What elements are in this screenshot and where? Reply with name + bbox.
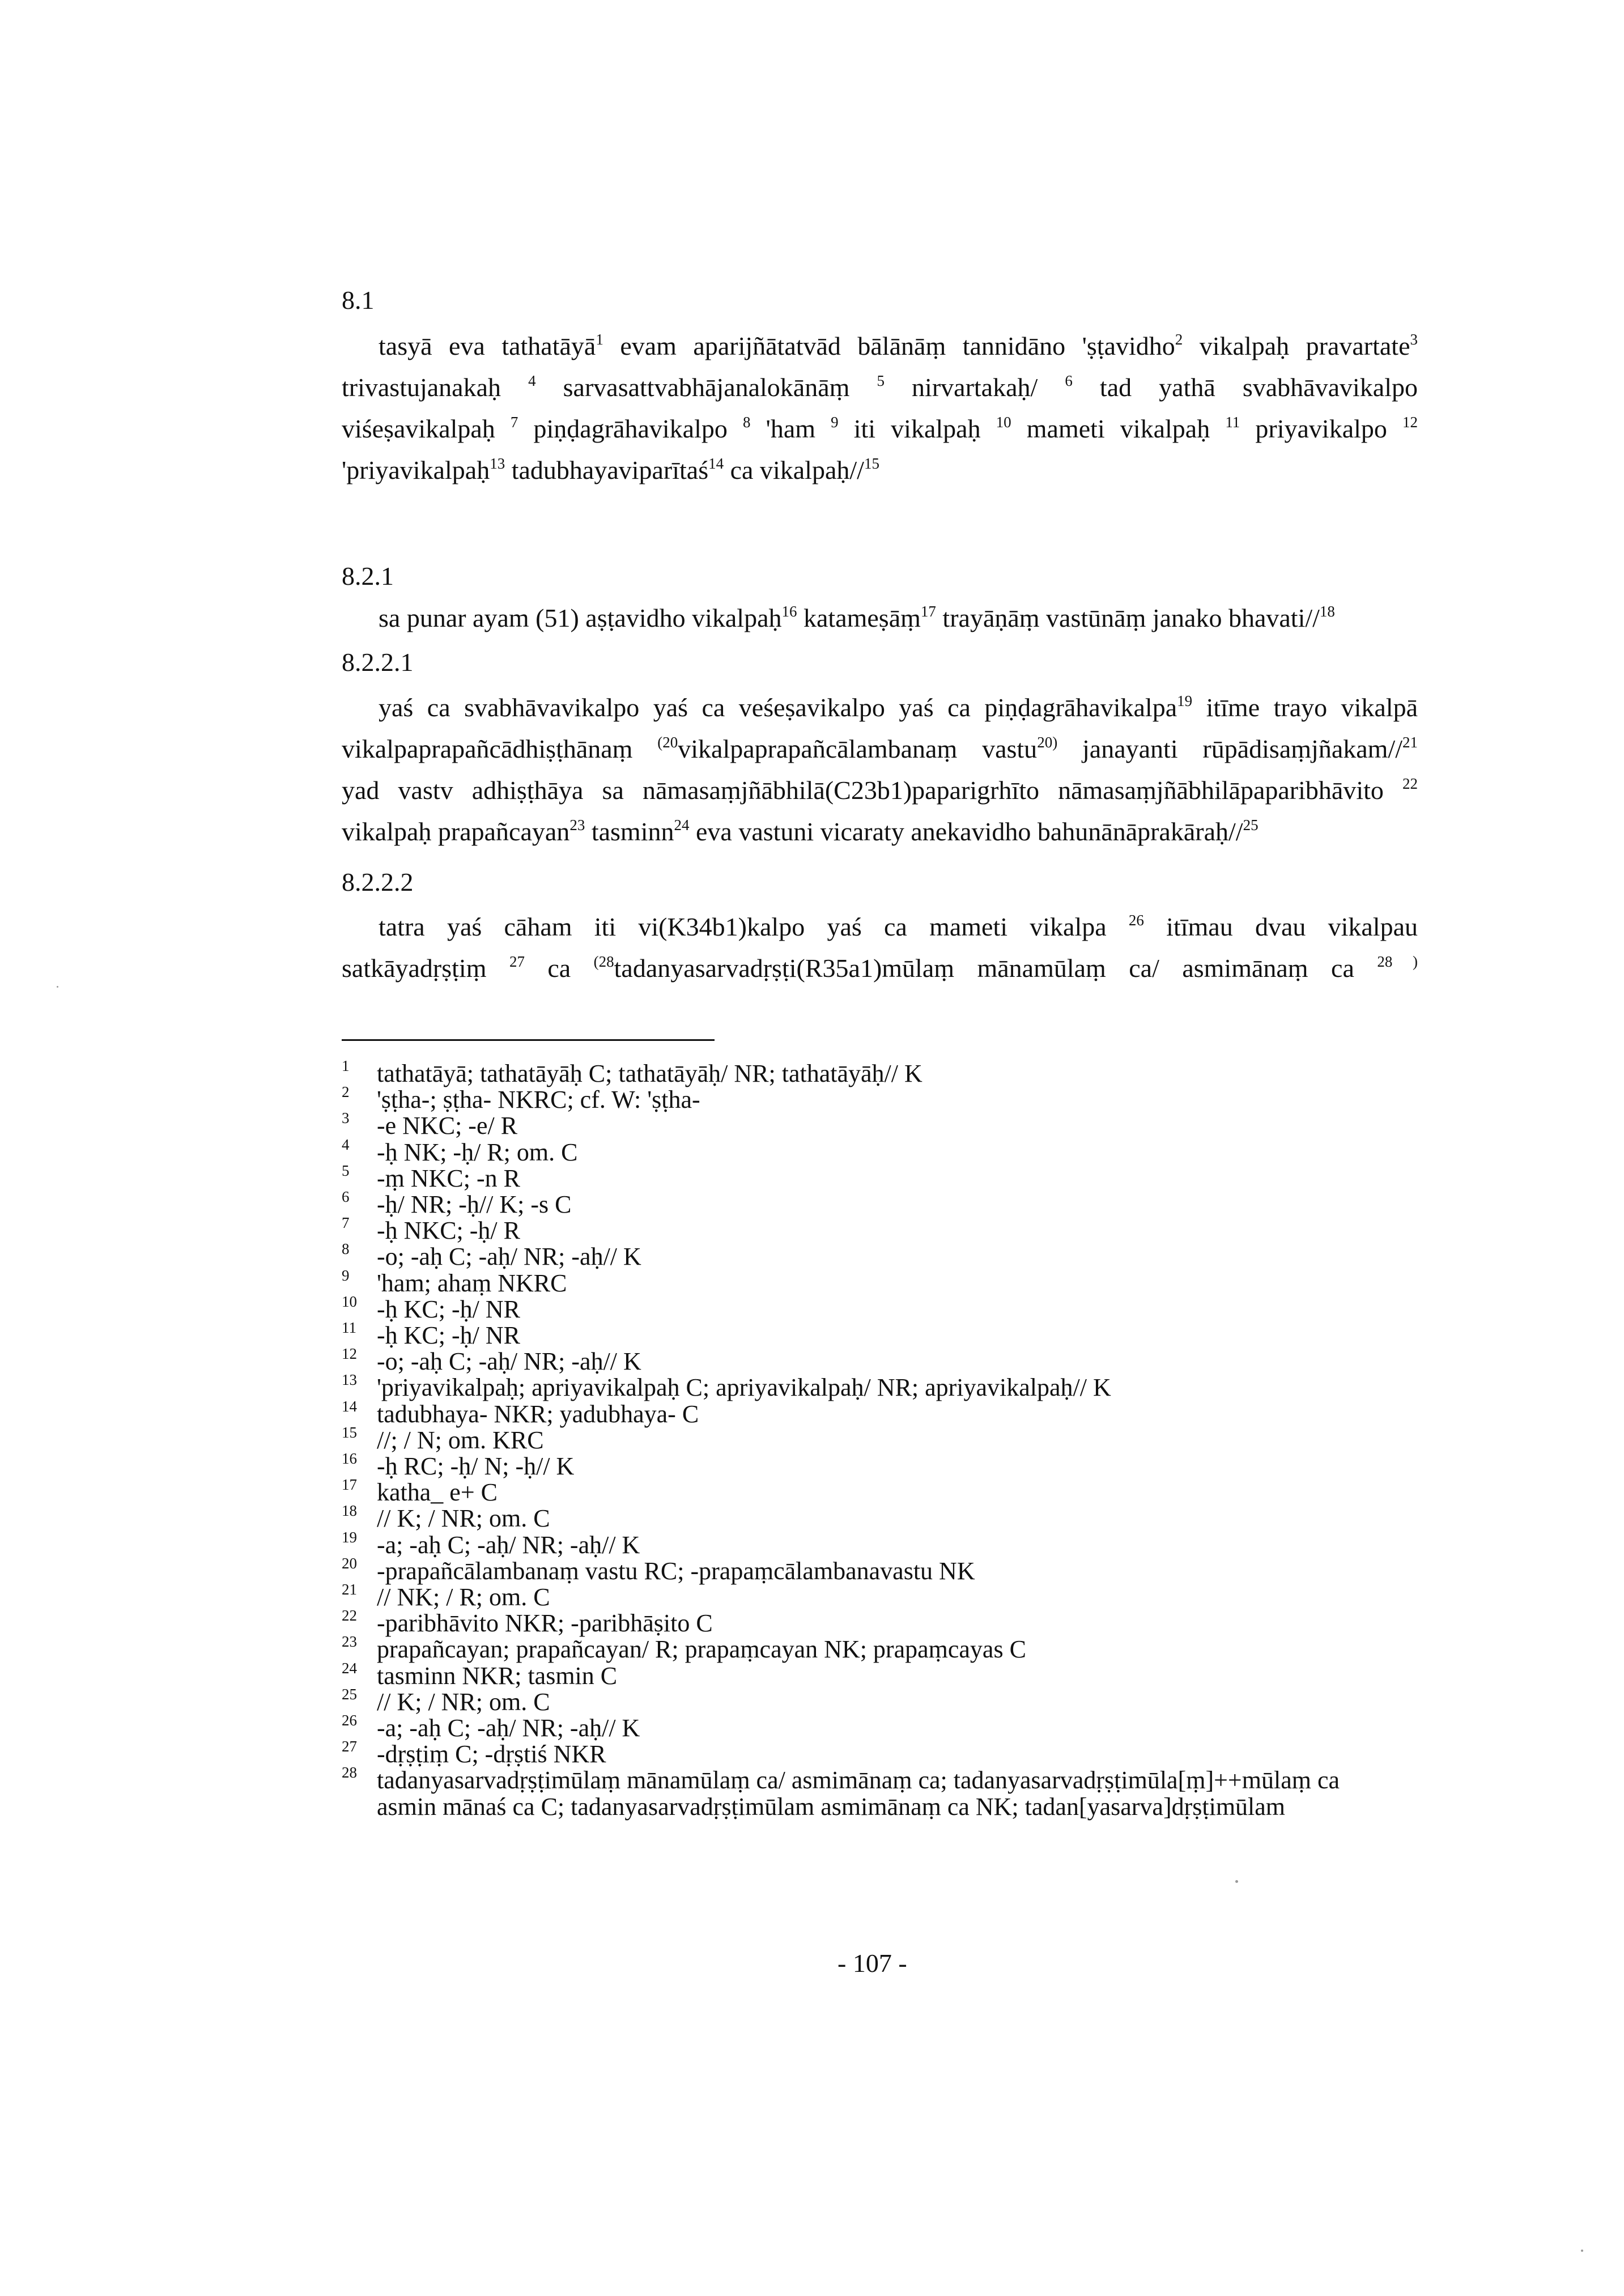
- footnote-number: 22: [342, 1607, 357, 1625]
- footnote-ref: 21: [1402, 734, 1418, 751]
- paragraph-line: [342, 815, 1259, 852]
- section-heading-8-2-2-1: 8.2.2.1: [342, 648, 414, 677]
- text-run: evam aparijñātatvād bālānāṃ tannidāno 'ṣṭavidho: [603, 331, 1175, 360]
- footnote-ref: 10: [996, 414, 1011, 431]
- footnote-text: tadanyasarvadṛṣṭimūlaṃ mānamūlaṃ ca/ asmimānaṃ ca; tadanyasarvadṛṣṭimūla[ṃ]++mūlaṃ ca: [377, 1766, 1340, 1795]
- footnote-number: 24: [342, 1659, 357, 1677]
- footnote-number: 4: [342, 1136, 350, 1153]
- footnote-ref: 13: [490, 455, 505, 472]
- footnote-ref: 16: [781, 603, 797, 620]
- footnote-number: 27: [342, 1738, 357, 1755]
- footnote-number: 18: [342, 1502, 357, 1520]
- footnote-text: -paribhāvito NKR; -paribhāṣito C: [377, 1609, 713, 1638]
- footnote-text: -o; -aḥ C; -aḥ/ NR; -aḥ// K: [377, 1347, 641, 1376]
- footnote-number: 13: [342, 1371, 357, 1389]
- footnote-ref: 7: [510, 414, 518, 431]
- footnote-ref: 25: [1243, 817, 1259, 834]
- paragraph-line: [379, 602, 1335, 638]
- footnote-ref: 4: [528, 372, 536, 389]
- footnote-number: 5: [342, 1162, 350, 1179]
- page-number: - 107 -: [837, 1949, 907, 1978]
- section-heading-8-1: 8.1: [342, 286, 375, 314]
- footnote-number: 26: [342, 1712, 357, 1729]
- text-run: mameti vikalpaḥ: [1011, 414, 1226, 443]
- footnote-text: // K; / NR; om. C: [377, 1687, 550, 1716]
- footnote-text: -ḥ/ NR; -ḥ// K; -s C: [377, 1190, 572, 1218]
- text-run: tasminn: [585, 817, 674, 846]
- footnote-number: 1: [342, 1057, 350, 1074]
- text-run: tasyā eva tathatāyā: [379, 331, 596, 360]
- footnote-ref: 22: [1402, 775, 1418, 792]
- footnote-number: 17: [342, 1476, 357, 1494]
- footnote-separator: [342, 1039, 715, 1041]
- text-run: tadubhayaviparītaś: [505, 456, 709, 484]
- footnote-text: //; / N; om. KRC: [377, 1426, 544, 1454]
- section-heading-8-2-2-2: 8.2.2.2: [342, 868, 414, 896]
- footnote-ref: 12: [1402, 414, 1418, 431]
- text-run: vikalpaḥ prapañcayan: [342, 817, 570, 846]
- footnote-number: 9: [342, 1266, 350, 1284]
- text-run: eva vastuni vicaraty anekavidho bahunānāprakāraḥ//: [689, 817, 1243, 846]
- footnote-text: katha_ e+ C: [377, 1478, 498, 1507]
- footnote-text: -o; -aḥ C; -aḥ/ NR; -aḥ// K: [377, 1243, 641, 1271]
- paragraph-line: [342, 952, 1418, 988]
- text-run: yad vastv adhiṣṭhāya sa nāmasaṃjñābhilā(C23b1)paparigrhīto nāmasaṃjñābhilāpaparibhāvito: [342, 776, 1402, 805]
- footnote-ref: 15: [864, 455, 879, 472]
- footnote-ref: (28: [593, 953, 614, 970]
- footnote-text: tathatāyā; tathatāyāḥ C; tathatāyāḥ/ NR; tathatāyāḥ// K: [377, 1060, 922, 1087]
- footnote-ref: 20): [1037, 734, 1058, 751]
- text-run: tad yathā svabhāvavikalpo: [1072, 373, 1418, 402]
- footnote-text: 'priyavikalpaḥ; apriyavikalpaḥ C; apriyavikalpaḥ/ NR; apriyavikalpaḥ// K: [377, 1374, 1111, 1402]
- paragraph-line: [379, 911, 1418, 947]
- text-run: itīme trayo vikalpā: [1192, 693, 1418, 722]
- text-run: vikalpaprapañcādhiṣṭhānaṃ: [342, 734, 658, 763]
- text-run: piṇḍagrāhavikalpo: [518, 414, 743, 443]
- footnote-ref: 6: [1065, 372, 1073, 389]
- footnote-text: -a; -aḥ C; -aḥ/ NR; -aḥ// K: [377, 1530, 640, 1559]
- footnote-ref: 14: [708, 455, 724, 472]
- footnote-text: -ḥ KC; -ḥ/ NR: [377, 1321, 520, 1349]
- footnote-ref: 26: [1128, 912, 1144, 929]
- text-run: 'ham: [750, 414, 831, 443]
- footnote-text: -a; -aḥ C; -aḥ/ NR; -aḥ// K: [377, 1714, 640, 1742]
- footnote-number: 12: [342, 1345, 357, 1363]
- footnote-ref: 28 ): [1377, 953, 1418, 970]
- footnote-text: prapañcayan; prapañcayan/ R; prapaṃcayan NK; prapaṃcayas C: [377, 1635, 1026, 1664]
- footnote-ref: 2: [1175, 331, 1183, 348]
- footnote-text: // NK; / R; om. C: [377, 1583, 550, 1611]
- paragraph-line: [379, 691, 1418, 728]
- text-run: ca vikalpaḥ//: [724, 456, 864, 484]
- footnote-text: -ḥ NKC; -ḥ/ R: [377, 1217, 520, 1245]
- paragraph-line: [342, 413, 1418, 449]
- section-heading-8-2-1: 8.2.1: [342, 562, 394, 590]
- paragraph-line: [379, 330, 1418, 366]
- footnote-ref: 18: [1319, 603, 1335, 620]
- scan-speck: [1581, 2250, 1583, 2252]
- footnote-ref: 24: [674, 817, 690, 834]
- paragraph-line: [342, 774, 1418, 810]
- footnote-text: -ḥ RC; -ḥ/ N; -ḥ// K: [377, 1452, 575, 1480]
- text-run: janayanti rūpādisaṃjñakam//: [1057, 734, 1402, 763]
- footnote-ref: 11: [1225, 414, 1240, 431]
- text-run: vikalpaprapañcālambanaṃ vastu: [678, 734, 1038, 763]
- footnote-text: -e NKC; -e/ R: [377, 1112, 518, 1140]
- text-run: tatra yaś cāham iti vi(K34b1)kalpo yaś ca mameti vikalpa: [379, 912, 1129, 941]
- footnote-continuation: asmin mānaś ca C; tadanyasarvadṛṣṭimūlam asmimānaṃ ca NK; tadan[yasarva]dṛṣṭimūlam: [377, 1792, 1286, 1821]
- footnote-number: 19: [342, 1528, 357, 1546]
- footnote-text: tasminn NKR; tasmin C: [377, 1661, 618, 1690]
- text-run: ca: [524, 954, 594, 983]
- footnote-ref: 19: [1177, 692, 1193, 709]
- text-run: viśeṣavikalpaḥ: [342, 414, 511, 443]
- text-run: sa punar ayam (51) aṣṭavidho vikalpaḥ: [379, 603, 782, 632]
- footnote-number: 8: [342, 1240, 350, 1258]
- text-run: priyavikalpo: [1240, 414, 1402, 443]
- footnote-number: 15: [342, 1423, 357, 1441]
- scan-speck: [57, 986, 58, 988]
- footnote-text: -ḥ NK; -ḥ/ R; om. C: [377, 1138, 578, 1166]
- text-run: katameṣāṃ: [797, 603, 921, 632]
- text-run: itīmau dvau vikalpau: [1143, 912, 1418, 941]
- footnote-number: 14: [342, 1397, 357, 1415]
- footnote-number: 20: [342, 1554, 357, 1572]
- text-run: sarvasattvabhājanalokānāṃ: [535, 373, 877, 402]
- footnote-ref: 8: [742, 414, 751, 431]
- footnote-number: 10: [342, 1292, 357, 1310]
- footnote-ref: 1: [596, 331, 603, 348]
- paragraph-line: [342, 733, 1418, 769]
- footnote-number: 21: [342, 1581, 357, 1598]
- footnote-number: 6: [342, 1188, 350, 1205]
- footnote-ref: (20: [657, 734, 678, 751]
- footnote-ref: 27: [509, 953, 525, 970]
- scan-speck: [1235, 1880, 1238, 1883]
- footnote-text: 'ham; ahaṃ NKRC: [377, 1269, 567, 1297]
- paragraph-line: [342, 454, 879, 490]
- text-run: nirvartakaḥ/: [884, 373, 1065, 402]
- text-run: trivastujanakaḥ: [342, 373, 529, 402]
- text-run: vikalpaḥ pravartate: [1183, 331, 1410, 360]
- footnote-ref: 17: [920, 603, 936, 620]
- footnote-ref: 9: [831, 414, 839, 431]
- text-run: yaś ca svabhāvavikalpo yaś ca veśeṣavikalpo yaś ca piṇḍagrāhavikalpa: [379, 693, 1177, 722]
- text-run: satkāyadṛṣṭiṃ: [342, 954, 509, 983]
- paragraph-line: [342, 371, 1418, 407]
- footnote-text: tadubhaya- NKR; yadubhaya- C: [377, 1400, 699, 1428]
- footnote-text: 'ṣṭha-; ṣṭha- NKRC; cf. W: 'ṣṭha-: [377, 1086, 700, 1114]
- text-run: tadanyasarvadṛṣṭi(R35a1)mūlaṃ mānamūlaṃ ca/ asmimānaṃ ca: [614, 954, 1378, 983]
- footnote-ref: 3: [1410, 331, 1418, 348]
- footnote-text: -dṛṣṭiṃ C; -dṛṣtiś NKR: [377, 1740, 606, 1768]
- footnote-text: -ṃ NKC; -n R: [377, 1164, 520, 1192]
- footnote-text: // K; / NR; om. C: [377, 1504, 550, 1533]
- footnote-number: 28: [342, 1764, 357, 1781]
- footnote-ref: 23: [569, 817, 585, 834]
- footnote-number: 25: [342, 1685, 357, 1703]
- footnote-number: 2: [342, 1083, 350, 1101]
- footnote-number: 3: [342, 1109, 350, 1127]
- footnote-number: 11: [342, 1319, 356, 1336]
- footnote-text: -ḥ KC; -ḥ/ NR: [377, 1295, 520, 1323]
- footnote-number: 16: [342, 1450, 357, 1467]
- text-run: trayāṇāṃ vastūnāṃ janako bhavati//: [936, 603, 1320, 632]
- footnote-text: -prapañcālambanaṃ vastu RC; -prapaṃcālambanavastu NK: [377, 1557, 975, 1585]
- text-run: iti vikalpaḥ: [838, 414, 996, 443]
- text-run: 'priyavikalpaḥ: [342, 456, 490, 484]
- footnote-number: 23: [342, 1633, 357, 1651]
- footnote-ref: 5: [877, 372, 885, 389]
- footnote-number: 7: [342, 1214, 350, 1232]
